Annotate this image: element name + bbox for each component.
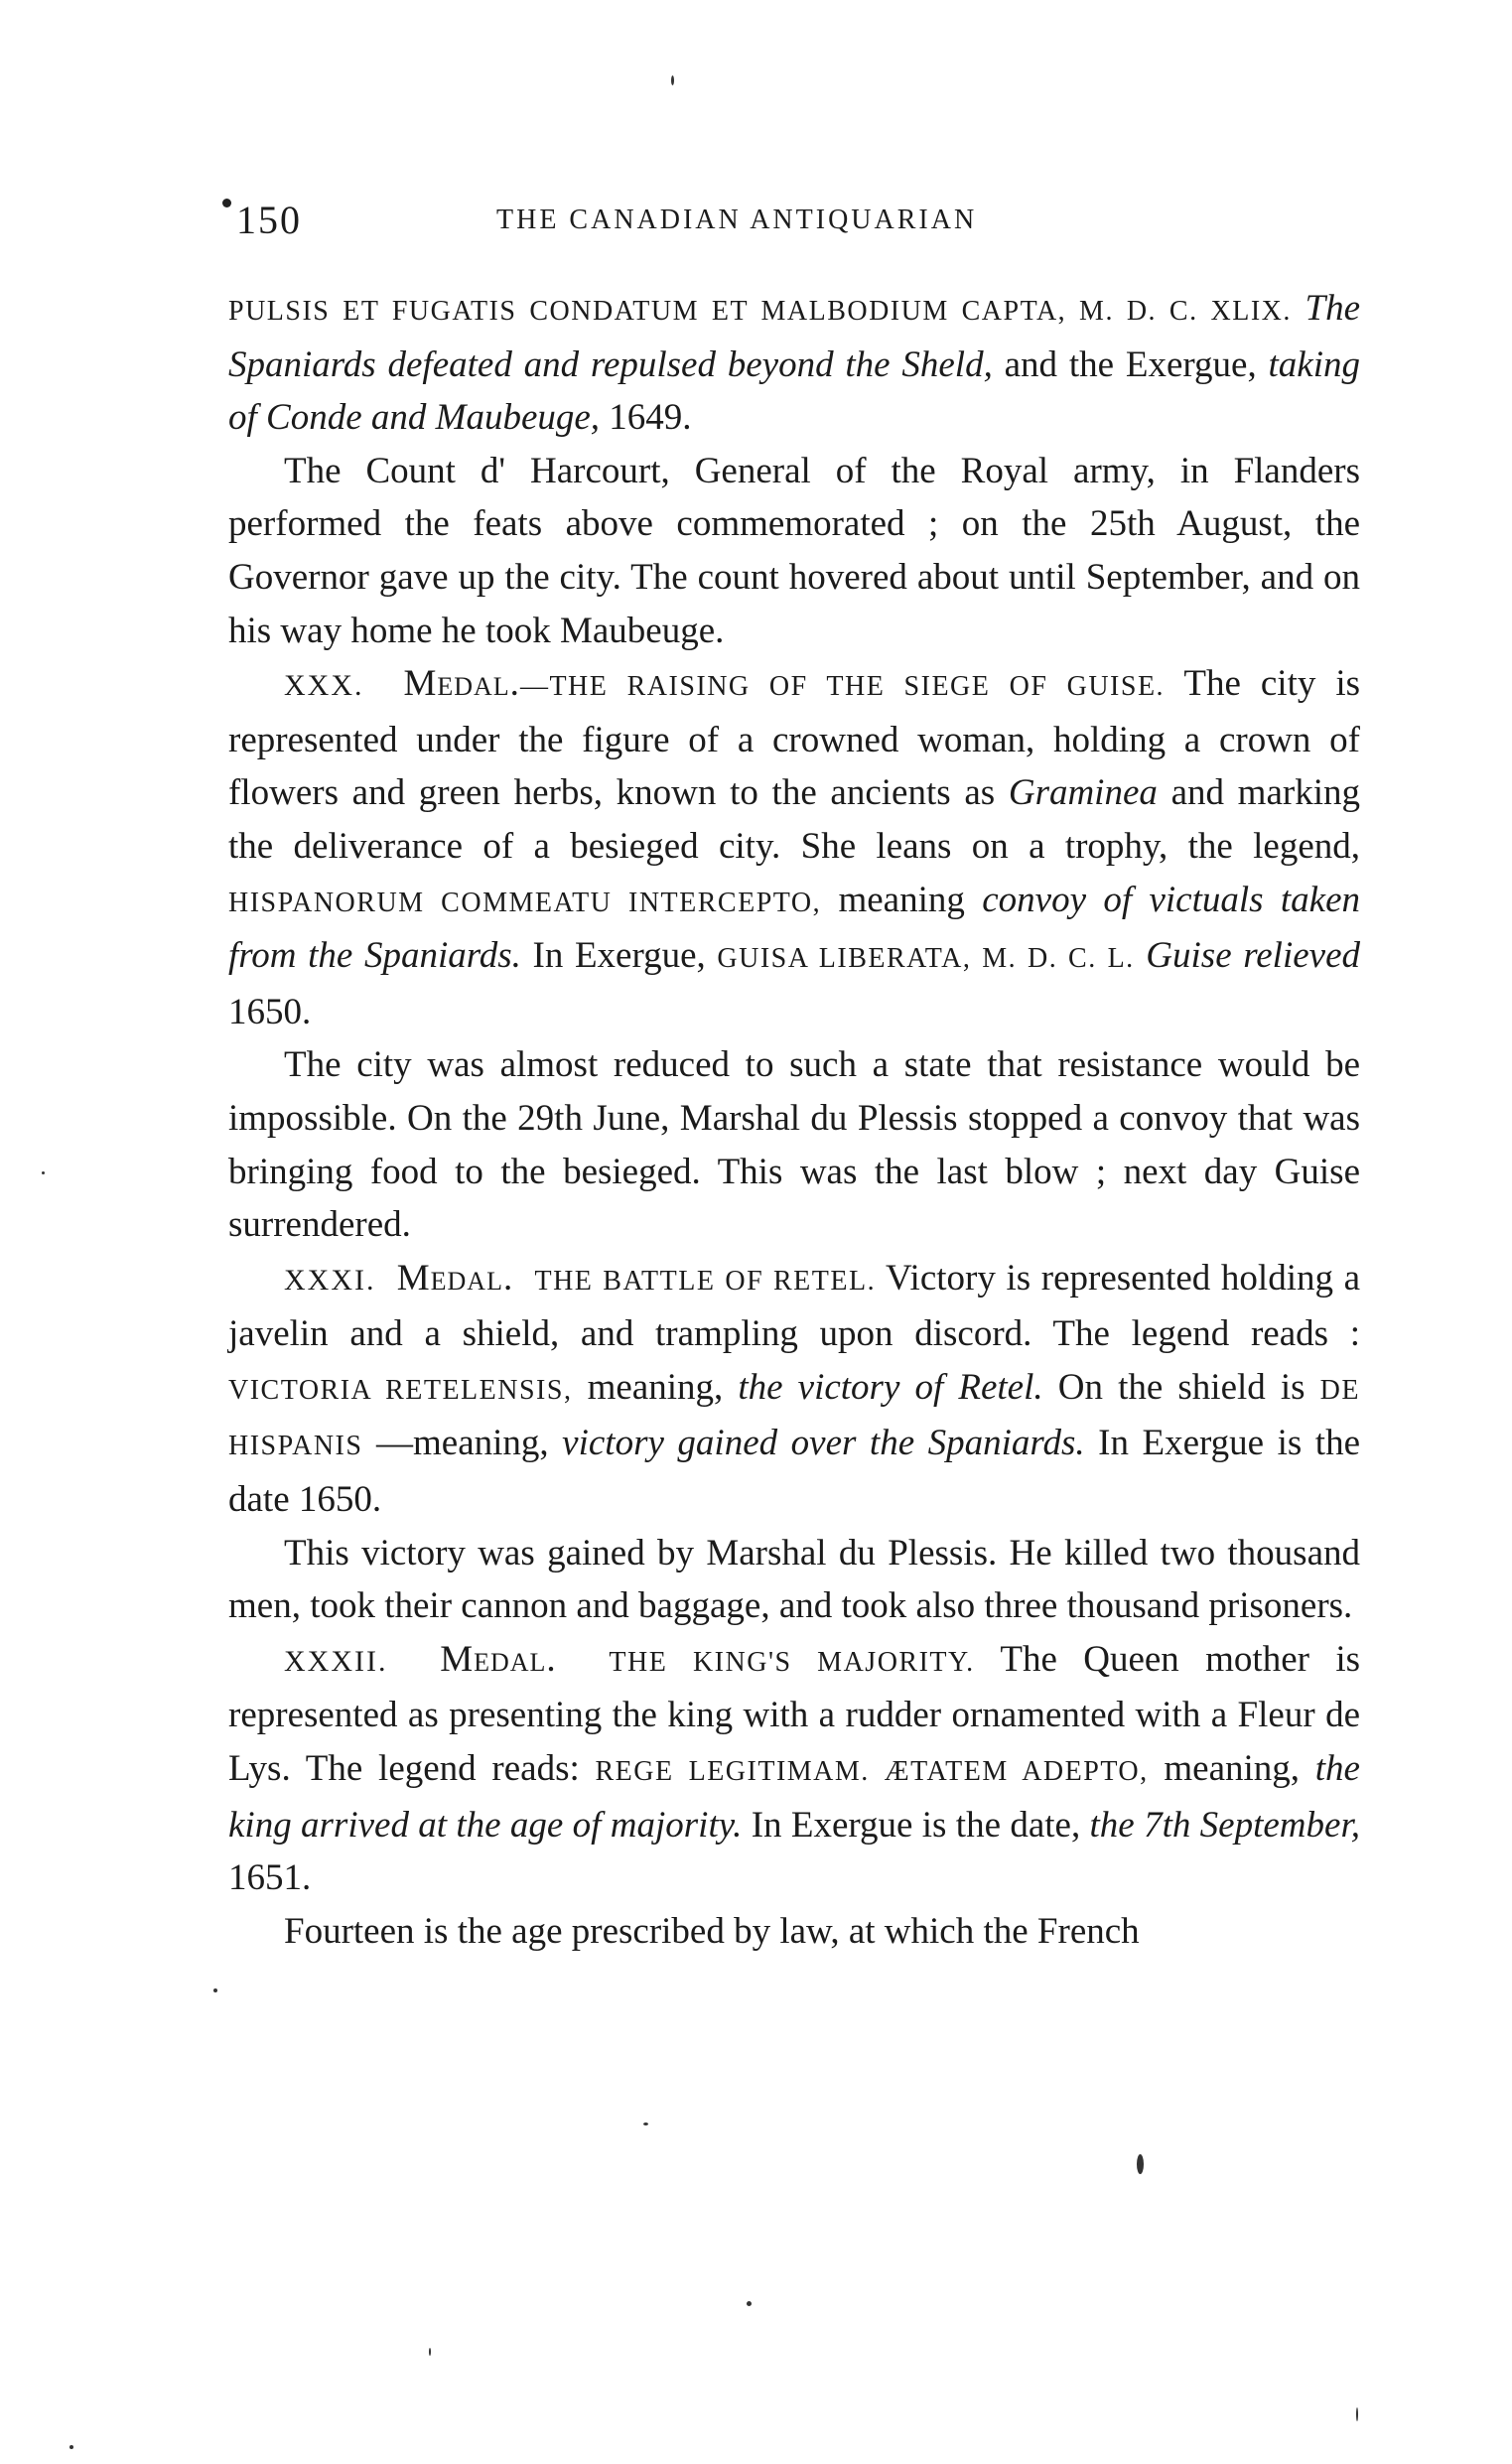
scan-speck	[671, 75, 674, 85]
paragraph-harcourt: The Count d' Harcourt, General of the Royal army, in Flanders performed the feats above commemorated ; on the 25th August, the Governor gave up the city. The count hovered about until September, and on his way home he took Maubeuge.	[228, 450, 1360, 651]
paragraph-legend-conde	[228, 282, 1360, 445]
scan-speck	[643, 2122, 648, 2125]
scan-speck	[429, 2348, 431, 2356]
medal-label: Medal.	[440, 1638, 557, 1680]
text-run: 1650.	[228, 991, 312, 1032]
paragraph-retel-victory: This victory was gained by Marshal du Plessis. He killed two thousand men, took their cannon and baggage, and took also three thousand prisoners.	[228, 1532, 1360, 1627]
text-run: In Exergue is the date 1650.	[228, 1423, 1360, 1521]
medal-title: THE KING'S MAJORITY.	[609, 1646, 975, 1678]
medal-numeral: XXXII.	[284, 1644, 388, 1678]
medal-numeral: XXXI.	[284, 1263, 376, 1297]
medal-legend: VICTORIA RETELENSIS,	[228, 1374, 573, 1406]
paragraph-medal-xxxii	[228, 1633, 1360, 1905]
italic-translation: Guise relieved	[1146, 935, 1360, 977]
exergue-inscription: GUISA LIBERATA, M. D. C. L.	[717, 943, 1135, 975]
text-run: meaning,	[1148, 1748, 1315, 1790]
text-run: 1649.	[600, 397, 692, 439]
text-run: In Exergue is the date,	[742, 1804, 1090, 1846]
text-run	[1135, 935, 1147, 976]
journal-title: THE CANADIAN ANTIQUARIAN	[496, 205, 978, 235]
medal-legend: HISPANORUM COMMEATU INTERCEPTO,	[228, 887, 822, 918]
paragraph-medal-xxx	[228, 657, 1360, 1038]
shield-inscription: DE HISPANIS	[228, 1374, 1360, 1462]
page-number: 150	[236, 198, 302, 242]
text-run: and the Exergue,	[992, 343, 1269, 385]
scan-speck	[747, 2301, 752, 2306]
medal-title: —THE RAISING OF THE SIEGE OF GUISE.	[519, 671, 1166, 703]
italic-translation: convoy of victuals taken from the Spaniards.	[228, 879, 1361, 977]
italic-term: Graminea	[1008, 772, 1158, 814]
medal-legend: REGE LEGITIMAM. ÆTATEM ADEPTO,	[595, 1756, 1149, 1788]
text-run: The city is represented under the figure of a crowned woman, holding a crown of flowers and green herbs, known to the ancients as	[228, 663, 1361, 814]
text-run: Victory is represented holding a javelin and a shield, and trampling upon discord. The legend reads :	[228, 1257, 1361, 1355]
text-run: 1651.	[228, 1857, 312, 1899]
italic-translation: the victory of Retel.	[738, 1366, 1043, 1408]
running-header	[199, 197, 1370, 256]
text-run: In Exergue,	[520, 935, 718, 977]
italic-translation: victory gained over the Spaniards.	[562, 1423, 1085, 1464]
text-run	[1292, 288, 1306, 329]
text-run: meaning	[821, 879, 983, 920]
medal-title: THE BATTLE OF RETEL.	[534, 1265, 877, 1297]
paragraph-guise-surrender: The city was almost reduced to such a state that resistance would be impossible. On the 29th June, Marshal du Plessis stopped a convoy that was bringing food to the besieged. This was the last blow ; next day Guise surrendered.	[228, 1044, 1360, 1246]
paragraph-medal-xxxi	[228, 1252, 1360, 1527]
scan-speck	[1137, 2154, 1144, 2174]
scan-speck	[1356, 2407, 1358, 2421]
italic-translation: taking of Conde and Maubeuge,	[228, 343, 1360, 439]
italic-translation: the king arrived at the age of majority.	[228, 1748, 1360, 1846]
text-run: and marking the deliverance of a besieged city. She leans on a trophy, the legend,	[228, 772, 1360, 867]
paragraph-fourteen: Fourteen is the age prescribed by law, at which the French	[284, 1910, 1140, 1952]
scan-speck	[42, 1171, 45, 1174]
medal-numeral: XXX.	[284, 669, 364, 703]
medal-label: Medal.	[403, 663, 520, 705]
text-run: The Queen mother is represented as presenting the king with a rudder ornamented with a Fleur de Lys. The legend reads:	[228, 1638, 1361, 1790]
italic-date: the 7th September,	[1089, 1804, 1360, 1846]
medal-legend: PULSIS ET FUGATIS CONDATUM ET MALBODIUM CAPTA, M. D. C. XLIX.	[228, 296, 1292, 327]
text-run: —meaning,	[362, 1423, 563, 1464]
scan-speck	[69, 2445, 73, 2449]
article-body	[228, 282, 1360, 1958]
text-run: On the shield is	[1042, 1366, 1320, 1408]
scan-speck	[213, 1988, 217, 1992]
text-run: meaning,	[572, 1366, 739, 1408]
medal-label: Medal.	[396, 1257, 514, 1299]
italic-translation: The Spaniards defeated and repulsed beyond the Sheld,	[228, 288, 1360, 385]
